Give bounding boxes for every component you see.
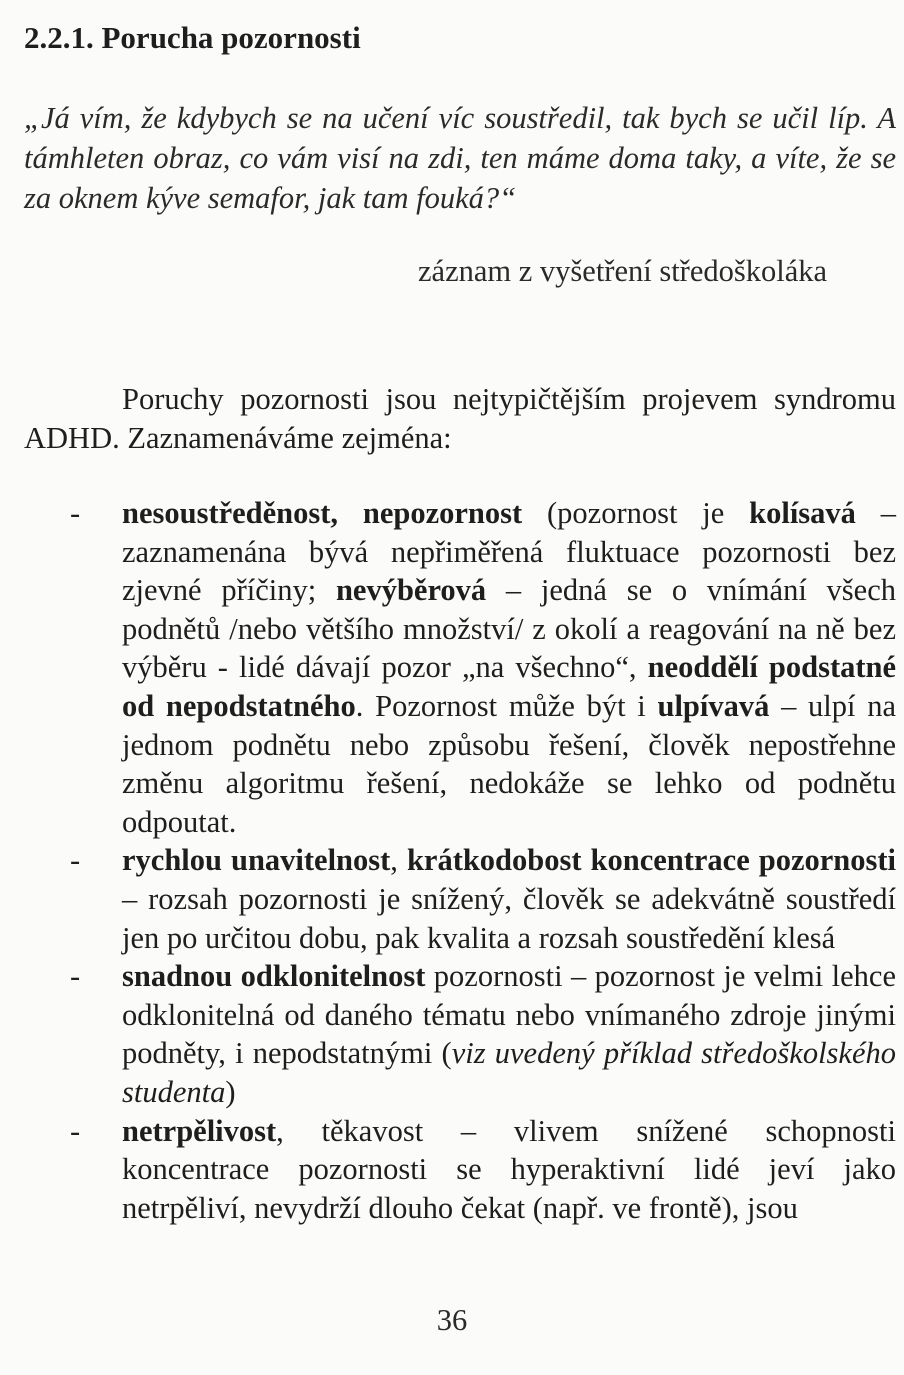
bold-term: krátkodobost koncentrace pozornosti [406, 843, 897, 878]
list-dash: - [70, 843, 81, 878]
list-item [64, 841, 896, 957]
text-run: (pozornost je [522, 496, 750, 530]
text-run: – jedná se o vnímání všech podnětů /nebo většího množství/ z okolí a reagování na ně bez výběru - lidé dávají pozor „na všechno“, [122, 573, 896, 685]
text-run: pozornosti – pozornost je velmi lehce odklonitelná od daného tématu nebo vnímaného zdroje jinými podněty, i nepodstatnými ( [122, 959, 896, 1071]
page-number: 36 [436, 1303, 468, 1337]
intro-text: Poruchy pozornosti jsou nejtypičtějším projevem syndromu ADHD. Zaznamenáváme zejména: [24, 382, 896, 455]
bold-term: neoddělí podstatné od nepodstatného [122, 650, 897, 723]
text-run: , těkavost – vlivem snížené schopnosti koncentrace pozornosti se hyperaktivní lidé jeví jako netrpěliví, nevydrží dlouho čekat (např. ve frontě), jsou [122, 1113, 896, 1225]
list-dash: - [70, 1113, 81, 1148]
bold-term: rychlou unavitelnost [122, 843, 391, 878]
text-run: – ulpí na jednom podnětu nebo způsobu řešení, člověk nepostřehne změnu algoritmu řešení, nedokáže se lehko od podnětu odpoutat. [122, 688, 896, 839]
list-item-text [122, 959, 896, 1109]
bold-term: netrpělivost [122, 1113, 277, 1148]
bold-term: ulpívavá [657, 688, 770, 723]
epigraph-quote: „Já vím, že kdybych se na učení víc soustředil, tak bych se učil líp. A támhleten obraz, co vám visí na zdi, ten máme doma taky, a víte, že se za oknem kýve semafor, jak tam fouká?“ [24, 101, 896, 215]
bold-term: nevýběrová [335, 573, 487, 608]
list-item-text [122, 843, 896, 954]
symptom-list [64, 494, 896, 1227]
text-run: ) [225, 1074, 236, 1109]
list-item [64, 1112, 896, 1228]
list-item-text [122, 496, 896, 839]
list-item [64, 957, 896, 1111]
bold-term: kolísavá [749, 496, 856, 530]
bold-term: nesoustředěnost, nepozornost [122, 496, 523, 530]
section-heading: 2.2.1. Porucha pozornosti [24, 20, 361, 55]
bold-term: snadnou odklonitelnost [122, 959, 426, 994]
text-run: – zaznamenána bývá nepřiměřená fluktuace pozornosti bez zjevné příčiny; [122, 496, 897, 608]
quote-attribution: záznam z vyšetření středoškoláka [418, 254, 828, 288]
list-item-text [122, 1114, 896, 1225]
list-dash: - [70, 959, 81, 994]
list-item [64, 494, 896, 841]
intro-paragraph [24, 380, 896, 458]
list-dash: - [70, 496, 81, 530]
text-run: . Pozornost může být i [355, 688, 658, 723]
text-run: – rozsah pozornosti je snížený, člověk se adekvátně soustředí jen po určitou dobu, pak kvalita a rozsah soustředění klesá [122, 881, 896, 955]
italic-text: viz uvedený příklad středoškolského studenta [122, 1036, 896, 1109]
text-run: , [390, 843, 407, 878]
